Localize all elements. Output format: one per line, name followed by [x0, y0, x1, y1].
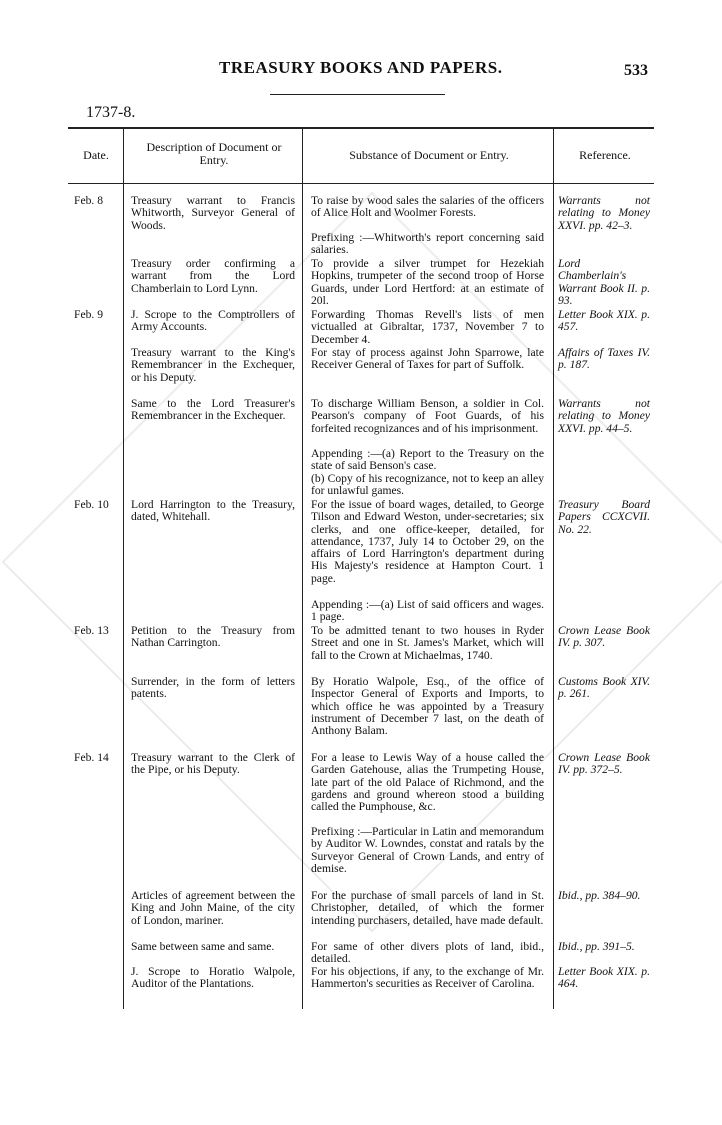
column-divider: [553, 129, 554, 1009]
column-divider: [302, 129, 303, 1009]
row-reference: Ibid., pp. 391–5.: [558, 940, 635, 953]
row-substance-note: Prefixing :—Particular in Latin and memorandum by Auditor W. Lowndes, constat and ratals by the Surveyor General of Crown Lands, and entry of demise.: [311, 825, 544, 875]
row-substance: By Horatio Walpole, Esq., of the office of Inspector General of Exports and Imports, to which office he was appointed by a Treasury instrument of December 7 last, on the death of Anthony Balam.: [311, 675, 544, 738]
row-description: Same to the Lord Treasurer's Remembrancer in the Exchequer.: [131, 397, 295, 423]
row-description: Treasury warrant to the Clerk of the Pipe, or his Deputy.: [131, 751, 295, 777]
table-header-rule: [68, 183, 654, 184]
row-description: Same between same and same.: [131, 940, 275, 953]
row-substance-note: (b) Copy of his recognizance, not to keep an alley for unlawful games.: [311, 472, 544, 498]
row-reference: Crown Lease Book IV. pp. 372–5.: [558, 751, 650, 777]
row-substance-note: Appending :—(a) List of said officers and wages. 1 page.: [311, 598, 544, 624]
row-description: Treasury warrant to Francis Whitworth, Surveyor General of Woods.: [131, 194, 295, 232]
row-substance: To raise by wood sales the salaries of the officers of Alice Holt and Woolmer Forests.: [311, 194, 544, 220]
page-number: 533: [624, 62, 648, 79]
column-header-substance: Substance of Document or Entry.: [349, 148, 509, 162]
row-description: Articles of agreement between the King and John Maine, of the city of London, mariner.: [131, 889, 295, 927]
row-reference: Treasury Board Papers CCXCVII. No. 22.: [558, 498, 650, 536]
column-header-date: Date.: [83, 148, 109, 162]
year-heading: 1737-8.: [86, 104, 136, 121]
row-description: J. Scrope to Horatio Walpole, Auditor of the Plantations.: [131, 965, 295, 991]
row-substance: Forwarding Thomas Revell's lists of men victualled at Gibraltar, 1737, November 7 to December 4.: [311, 308, 544, 346]
column-header-description: Description of Document or Entry.: [146, 140, 282, 167]
row-date: Feb. 14: [74, 751, 109, 764]
row-substance: For same of other divers plots of land, ibid., detailed.: [311, 940, 544, 966]
column-divider: [123, 129, 124, 1009]
row-date: Feb. 9: [74, 308, 103, 321]
row-substance: To discharge William Benson, a soldier in Col. Pearson's company of Foot Guards, of his forfeited recognizances and of his imprisonment.: [311, 397, 544, 435]
row-reference: Customs Book XIV. p. 261.: [558, 675, 650, 701]
row-reference: Letter Book XIX. p. 457.: [558, 308, 650, 334]
row-description: Treasury order confirming a warrant from the Lord Chamberlain to Lord Lynn.: [131, 257, 295, 295]
row-description: Petition to the Treasury from Nathan Carrington.: [131, 624, 295, 650]
row-date: Feb. 10: [74, 498, 109, 511]
table-top-rule: [68, 127, 654, 129]
row-reference: Lord Chamberlain's Warrant Book II. p. 93.: [558, 257, 650, 307]
row-reference: Letter Book XIX. p. 464.: [558, 965, 650, 991]
row-reference: Affairs of Taxes IV. p. 187.: [558, 346, 650, 372]
row-reference: Warrants not relating to Money XXVI. pp. 42–3.: [558, 194, 650, 232]
row-description: Lord Harrington to the Treasury, dated, Whitehall.: [131, 498, 295, 524]
row-date: Feb. 8: [74, 194, 103, 207]
title-rule: [270, 94, 445, 95]
row-substance-note: Appending :—(a) Report to the Treasury on the state of said Benson's case.: [311, 447, 544, 473]
row-substance: To provide a silver trumpet for Hezekiah Hopkins, trumpeter of the second troop of Horse Guards, under Lord Hertford: at an estimate of 20l.: [311, 257, 544, 307]
row-description: Treasury warrant to the King's Remembrancer in the Exchequer, or his Deputy.: [131, 346, 295, 384]
row-reference: Crown Lease Book IV. p. 307.: [558, 624, 650, 650]
row-description: J. Scrope to the Comptrollers of Army Accounts.: [131, 308, 295, 334]
row-substance-note: Prefixing :—Whitworth's report concerning said salaries.: [311, 231, 544, 257]
row-substance: For stay of process against John Sparrowe, late Receiver General of Taxes for part of Suffolk.: [311, 346, 544, 372]
row-substance: For a lease to Lewis Way of a house called the Garden Gatehouse, alias the Trumpeting House, late part of the old Palace of Richmond, and the gardens and ground whereon stood a building called the Pumphouse, &c.: [311, 751, 544, 814]
row-reference: Ibid., pp. 384–90.: [558, 889, 641, 902]
row-reference: Warrants not relating to Money XXVI. pp. 44–5.: [558, 397, 650, 435]
row-substance: For the purchase of small parcels of land in St. Christopher, detailed, of which the former intending purchasers, detailed, have made default.: [311, 889, 544, 927]
row-substance: For the issue of board wages, detailed, to George Tilson and Edward Weston, under-secretaries; six clerks, and one office-keeper, detailed, for attendance, 1737, July 14 to October 29, on the affairs of Lord Harrington's department during His Majesty's residence at Hampton Court. 1 page.: [311, 498, 544, 585]
row-substance: For his objections, if any, to the exchange of Mr. Hammerton's securities as Receiver of Carolina.: [311, 965, 544, 991]
column-header-reference: Reference.: [579, 148, 631, 162]
running-title: TREASURY BOOKS AND PAPERS.: [219, 58, 503, 77]
row-substance: To be admitted tenant to two houses in Ryder Street and one in St. James's Market, which will fall to the Crown at Michaelmas, 1740.: [311, 624, 544, 662]
row-description: Surrender, in the form of letters patents.: [131, 675, 295, 701]
row-date: Feb. 13: [74, 624, 109, 637]
